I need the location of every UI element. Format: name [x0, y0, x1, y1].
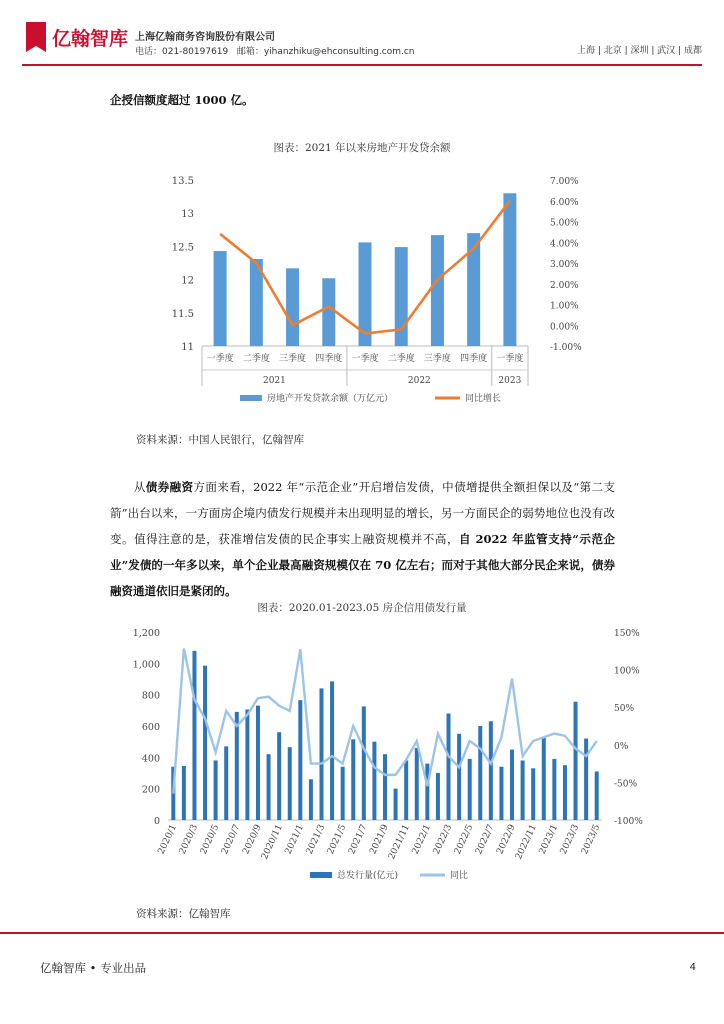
chart2-y-left-tick: 200: [141, 784, 160, 796]
intro-line: 企授信额度超过 1000 亿。: [110, 93, 254, 107]
chart2-y-left-tick: 800: [141, 690, 160, 702]
chart2-x-tick: 2022/9: [495, 823, 518, 856]
phone-number: 021-80197619: [162, 47, 229, 57]
chart2-bar: [351, 739, 355, 820]
chart2-x-tick: 2021/9: [368, 823, 391, 856]
chart2-bar: [394, 789, 398, 820]
para-s1: 从: [133, 480, 146, 494]
chart1-y-right-tick: 5.00%: [550, 218, 579, 229]
chart2-bar: [267, 754, 271, 820]
chart1-y-left-tick: 11.5: [171, 308, 194, 320]
chart2-bond-issuance: [120, 622, 650, 890]
bond-financing-paragraph: [110, 474, 615, 604]
chart2-y-right-tick: -100%: [614, 817, 643, 827]
chart2-y-right-tick: 100%: [614, 666, 640, 677]
contact-info: [135, 44, 415, 57]
logo-mark: [26, 22, 46, 52]
chart2-bar: [552, 759, 556, 820]
chart2-bar: [330, 681, 334, 820]
chart1-y-right-tick: 1.00%: [550, 301, 579, 312]
para-s4: 自 2022 年监管支持“示范企业”发债的一年多以来，单个企业最高融资规模仅在 70 亿左右；而对于其他大部分民企来说，债券融资通道依旧是紧闭的。: [110, 532, 615, 598]
chart2-bar: [436, 773, 440, 820]
chart2-x-tick: 2021/3: [304, 823, 328, 856]
chart2-x-tick: 2023/3: [558, 823, 582, 856]
chart2-bar: [595, 771, 599, 820]
chart2-bar: [362, 706, 366, 820]
chart2-bar: [256, 706, 260, 820]
chart1-x-tick: 一季度: [351, 354, 379, 364]
chart1-y-right-tick: 2.00%: [550, 280, 579, 291]
chart2-x-tick: 2022/3: [431, 823, 455, 856]
chart2-bar: [341, 767, 345, 820]
company-name: 上海亿翰商务咨询股份有限公司: [135, 32, 275, 43]
chart2-bar: [478, 726, 482, 820]
chart2-x-tick: 2023/1: [537, 823, 561, 856]
chart1-legend-label-bar: 房地产开发贷款余额（万亿元）: [267, 394, 394, 404]
footer-brand: 亿翰智库 • 专业出品: [40, 961, 147, 975]
chart2-x-tick: 2021/7: [347, 823, 370, 856]
chart1-title: 图表：2021 年以来房地产开发贷余额: [273, 142, 451, 154]
chart1-group-label: 2022: [407, 376, 431, 386]
chart2-title: 图表：2020.01-2023.05 房企信用债发行量: [257, 602, 467, 614]
chart2-bar: [574, 702, 578, 820]
chart2-x-tick: 2022/7: [474, 823, 497, 856]
page-number: 4: [689, 962, 696, 973]
chart2-x-tick: 2020/7: [220, 823, 243, 856]
email-label: 邮箱：: [236, 47, 264, 57]
chart1-group-label: 2021: [262, 376, 286, 386]
chart1-x-tick: 二季度: [242, 354, 270, 364]
chart2-bar: [298, 700, 302, 820]
chart2-bar: [531, 768, 535, 820]
chart2-y-left-tick: 600: [141, 722, 160, 733]
chart2-x-tick: 2021/5: [325, 823, 349, 856]
chart1-legend-swatch-bar: [240, 395, 262, 401]
chart2-y-left-tick: 400: [141, 753, 160, 765]
chart2-bar: [510, 750, 514, 821]
chart2-bar: [521, 760, 525, 820]
para-s2: 债券融资: [145, 480, 194, 494]
chart1-legend-label-line: 同比增长: [465, 394, 502, 404]
chart1-x-tick: 一季度: [206, 354, 234, 364]
chart2-bar: [235, 712, 239, 820]
chart2-y-right-tick: 0%: [614, 741, 629, 752]
chart2-bar: [372, 742, 376, 820]
chart1-bar: [322, 278, 335, 346]
chart1-y-right-tick: 4.00%: [550, 239, 579, 250]
chart2-x-tick: 2020/11: [260, 823, 285, 862]
chart2-x-tick: 2022/5: [452, 823, 476, 856]
chart1-y-right-tick: -1.00%: [550, 343, 582, 353]
chart1-source: 资料来源：中国人民银行，亿翰智库: [136, 434, 304, 446]
chart2-bar: [288, 747, 292, 820]
chart2-bar: [404, 760, 408, 820]
chart2-bar: [563, 765, 567, 820]
chart2-bar: [182, 766, 186, 820]
chart1-bar: [431, 235, 444, 346]
chart1-y-left-tick: 13.5: [171, 176, 194, 187]
chart1-x-tick: 三季度: [423, 354, 451, 364]
chart2-x-tick: 2020/9: [241, 823, 264, 856]
chart1-y-left-tick: 12: [181, 275, 194, 287]
chart2-bar: [425, 764, 429, 820]
chart1-bar: [214, 251, 227, 346]
chart1-loan-balance: [140, 160, 600, 420]
chart2-x-tick: 2022/1: [410, 823, 434, 856]
chart2-bar: [309, 779, 313, 820]
chart2-x-tick: 2020/5: [198, 823, 222, 856]
logo-text: 亿翰智库: [52, 28, 129, 50]
chart2-bar: [203, 666, 207, 820]
chart2-legend-label-line: 同比: [450, 871, 469, 881]
chart1-x-tick: 四季度: [315, 354, 343, 364]
chart1-x-tick: 三季度: [279, 354, 307, 364]
chart1-x-tick: 一季度: [496, 354, 524, 364]
chart2-y-right-tick: 50%: [614, 704, 635, 715]
chart2-bar: [245, 710, 249, 820]
chart2-legend-label-bar: 总发行量(亿元): [337, 871, 399, 881]
chart2-bar: [447, 713, 451, 820]
company-logo: [22, 18, 132, 62]
chart1-x-tick: 二季度: [387, 354, 415, 364]
chart1-y-left-tick: 11: [181, 342, 194, 353]
para-s3: 方面来看，2022 年“示范企业”开启增信发债，中债增提供全额担保以及“第二支箭”出台以来，一方面房企境内债发行规模并未出现明显的增长，另一方面民企的弱势地位也没有改变。值得注意的是，获准增信发债的民企事实上融资规模并不高，: [110, 480, 616, 546]
chart2-bar: [383, 754, 387, 820]
chart2-bar: [192, 651, 196, 820]
chart2-y-left-tick: 0: [153, 816, 160, 827]
chart2-bar: [277, 732, 281, 820]
email-address: yihanzhiku@ehconsulting.com.cn: [263, 47, 415, 57]
chart2-source: 资料来源：亿翰智库: [136, 908, 231, 920]
chart1-y-right-tick: 0.00%: [550, 322, 579, 333]
chart2-bar: [584, 739, 588, 820]
chart1-x-tick: 四季度: [460, 354, 488, 364]
chart2-bar: [319, 688, 323, 820]
chart2-x-tick: 2020/1: [156, 823, 180, 856]
chart2-legend-swatch-bar: [310, 872, 332, 878]
chart1-y-right-tick: 6.00%: [550, 197, 579, 208]
chart1-bar: [503, 193, 516, 346]
chart2-bar: [468, 759, 472, 820]
chart2-y-right-tick: -50%: [614, 779, 638, 790]
chart1-bar: [286, 268, 299, 346]
chart1-y-right-tick: 7.00%: [550, 177, 579, 187]
chart1-group-label: 2023: [498, 376, 522, 386]
chart1-y-left-tick: 12.5: [171, 242, 194, 254]
chart2-bar: [499, 767, 503, 820]
office-cities: 上海 | 北京 | 深圳 | 武汉 | 成都: [576, 46, 702, 56]
phone-label: 电话：: [135, 47, 163, 57]
footer-divider: [0, 932, 724, 934]
chart2-bar: [214, 760, 218, 820]
chart2-bar: [457, 734, 461, 820]
chart2-x-tick: 2023/5: [579, 823, 603, 856]
chart2-x-tick: 2021/11: [387, 823, 412, 862]
chart2-x-tick: 2020/3: [177, 823, 201, 856]
chart2-x-tick: 2021/1: [283, 823, 307, 856]
header-divider: [22, 64, 702, 66]
chart2-bar: [542, 737, 546, 820]
chart1-y-left-tick: 13: [181, 209, 194, 221]
chart2-y-left-tick: 1,000: [132, 659, 160, 671]
chart2-y-right-tick: 150%: [614, 629, 640, 639]
chart2-bar: [415, 748, 419, 820]
chart2-bar: [224, 746, 228, 820]
chart2-y-left-tick: 1,200: [132, 628, 160, 639]
chart2-x-tick: 2022/11: [514, 823, 539, 862]
chart2-bar: [489, 721, 493, 820]
chart1-y-right-tick: 3.00%: [550, 260, 579, 270]
